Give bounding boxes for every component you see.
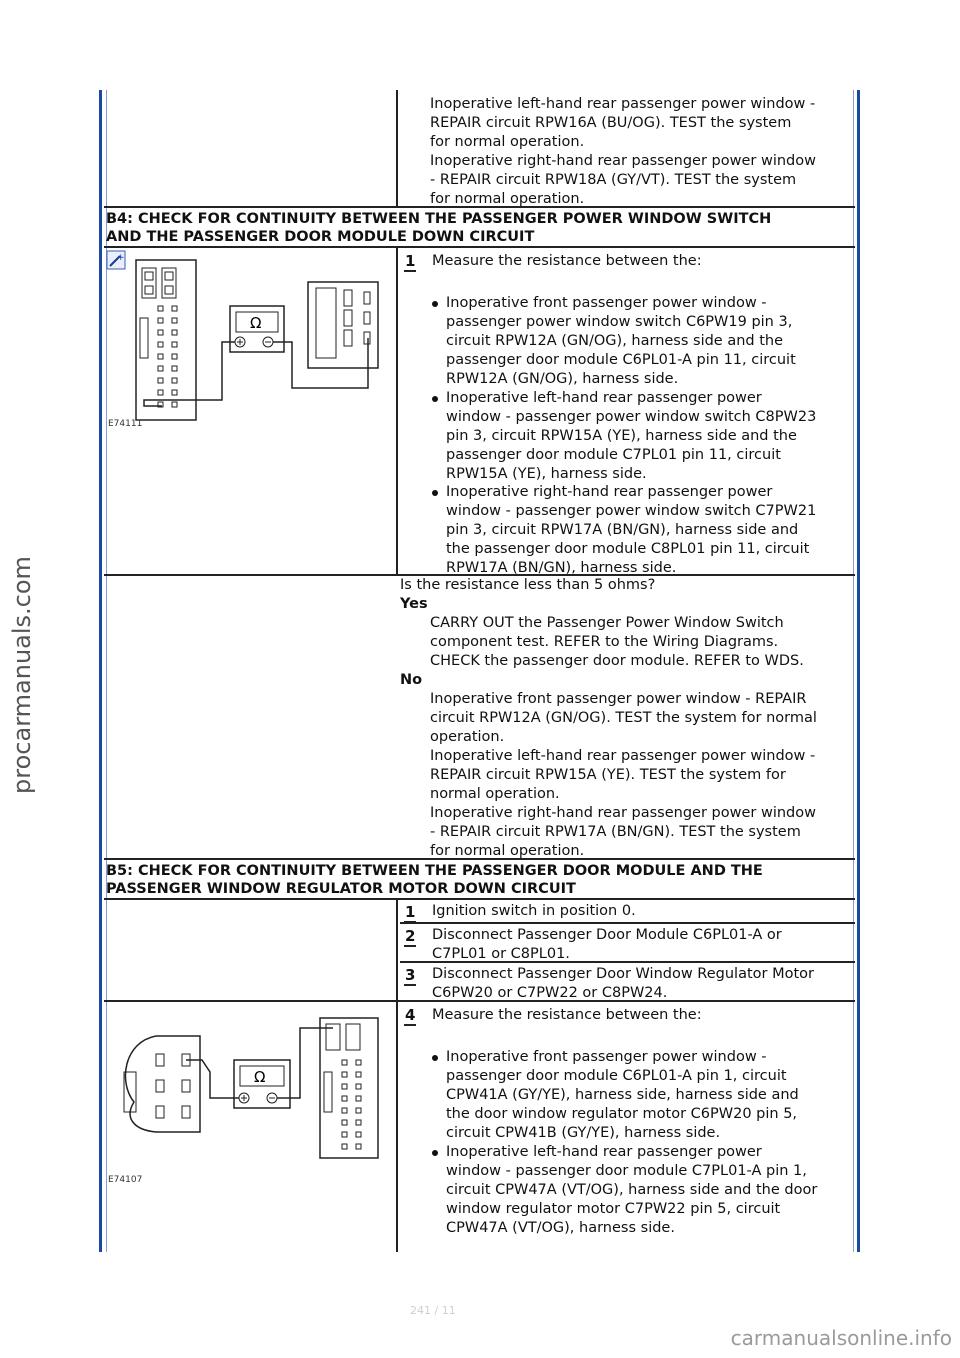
b4-bullet-left-rear: Inoperative left-hand rear passenger power window - passenger power window switch C8PW23 pin 3, circuit RPW15A (YE), harness side and the passenger door module C7PL01 pin 11, circuit RPW15A (YE), harness side. (446, 389, 855, 484)
b5-step1-text: Ignition switch in position 0. (432, 903, 636, 919)
b5-figure-cell (104, 1002, 398, 1252)
continuation-right-cell (400, 90, 855, 206)
frame-right-rule (857, 90, 860, 1252)
ohmmeter-symbol: Ω (250, 314, 262, 332)
b4-no-label: No (400, 672, 423, 688)
b4-step1-row (104, 248, 855, 576)
b5-steps-left-cell (104, 900, 398, 1000)
b5-step1-number: 1 (405, 903, 416, 921)
b4-result-row (104, 576, 855, 860)
diagnostic-table (104, 90, 855, 1252)
frame-left-rule (99, 90, 102, 1252)
page-number: 241 / 11 (410, 1304, 456, 1317)
b5-step4-row (104, 1002, 855, 1252)
side-watermark-text: procarmanuals.com (8, 556, 36, 794)
b5-step2 (400, 924, 855, 963)
b4-step1-cell (400, 248, 855, 574)
b5-step4-text: Measure the resistance between the: (432, 1007, 702, 1023)
b4-result-left-cell (104, 576, 398, 858)
b5-steps-row (104, 900, 855, 1002)
b4-heading: B4: CHECK FOR CONTINUITY BETWEEN THE PASSENGER POWER WINDOW SWITCH AND THE PASSENGER DOOR MODULE DOWN CIRCUIT (106, 211, 772, 245)
b5-step4-cell (400, 1002, 855, 1252)
b5-heading-row (104, 860, 855, 900)
b4-no-text: Inoperative front passenger power window - REPAIR circuit RPW12A (GN/OG). TEST the system for normal operation. Inoperative left-hand rear passenger power window - REPAIR circuit RPW15A (YE). TEST the system for normal operation. Inoperative right-hand rear passenger power window - REPAIR circuit RPW17A (BN/GN). TEST the system for normal operation. (430, 691, 817, 859)
b5-step2-number: 2 (405, 927, 416, 945)
b5-step4-number: 4 (405, 1006, 416, 1024)
b4-step1-text: Measure the resistance between the: (432, 253, 702, 269)
b4-yes-label: Yes (400, 596, 428, 612)
b4-question: Is the resistance less than 5 ohms? (400, 577, 656, 593)
b4-figure-cell (104, 248, 398, 574)
b4-heading-row (104, 208, 855, 248)
continuation-left-cell (104, 90, 398, 206)
ohmmeter-symbol-b5: Ω (254, 1068, 266, 1086)
b4-bullet-right-rear: Inoperative right-hand rear passenger power window - passenger power window switch C7PW21 pin 3, circuit RPW17A (BN/GN), harness side and the passenger door module C8PL01 pin 11, circuit RPW17A (BN/GN), harness side. (446, 483, 855, 578)
b5-step1 (400, 900, 855, 924)
zoom-icon[interactable] (107, 251, 125, 269)
b5-bullet-front: Inoperative front passenger power window - passenger door module C6PL01-A pin 1, circuit CPW41A (GY/YE), harness side, harness side and the door window regulator motor C6PW20 pin 5, circuit CPW41B (GY/YE), harness side. (446, 1048, 855, 1143)
continuation-row (104, 90, 855, 208)
b5-step2-text: Disconnect Passenger Door Module C6PL01-A or C7PL01 or C8PL01. (432, 927, 782, 962)
b4-step1-number: 1 (405, 252, 416, 270)
b4-bullet-front: Inoperative front passenger power window - passenger power window switch C6PW19 pin 3, circuit RPW12A (GN/OG), harness side and the passenger door module C6PL01-A pin 11, circuit RPW12A (GN/OG), harness side. (446, 294, 855, 389)
continuation-text: Inoperative left-hand rear passenger power window - REPAIR circuit RPW16A (BU/OG). TEST the system for normal operation. Inoperative right-hand rear passenger power window - REPAIR circuit RPW18A (GY/VT). TEST the system for normal operation. (430, 96, 816, 207)
b5-step3-text: Disconnect Passenger Door Window Regulator Motor C6PW20 or C7PW22 or C8PW24. (432, 966, 814, 1001)
b5-step3 (400, 963, 855, 1002)
b4-yes-text: CARRY OUT the Passenger Power Window Switch component test. REFER to the Wiring Diagrams. CHECK the passenger door module. REFER to WDS. (430, 615, 804, 669)
b5-heading: B5: CHECK FOR CONTINUITY BETWEEN THE PASSENGER DOOR MODULE AND THE PASSENGER WINDOW REGULATOR MOTOR DOWN CIRCUIT (106, 863, 763, 897)
b5-figure-code: E74107 (108, 1175, 143, 1185)
b5-bullet-left-rear: Inoperative left-hand rear passenger power window - passenger door module C7PL01-A pin 1, circuit CPW47A (VT/OG), harness side and the door window regulator motor C7PW22 pin 5, circuit CPW47A (VT/OG), harness side. (446, 1143, 855, 1238)
side-watermark (2, 556, 42, 794)
b5-steps-cell (400, 900, 855, 1000)
b4-figure-code: E74111 (108, 419, 143, 429)
b4-wiring-figure (104, 248, 396, 574)
svg-text:+: + (117, 253, 125, 263)
bottom-watermark: carmanualsonline.info (730, 1326, 952, 1350)
b5-wiring-figure (104, 1002, 396, 1252)
b5-step3-number: 3 (405, 966, 416, 984)
b4-result-cell (400, 576, 855, 858)
